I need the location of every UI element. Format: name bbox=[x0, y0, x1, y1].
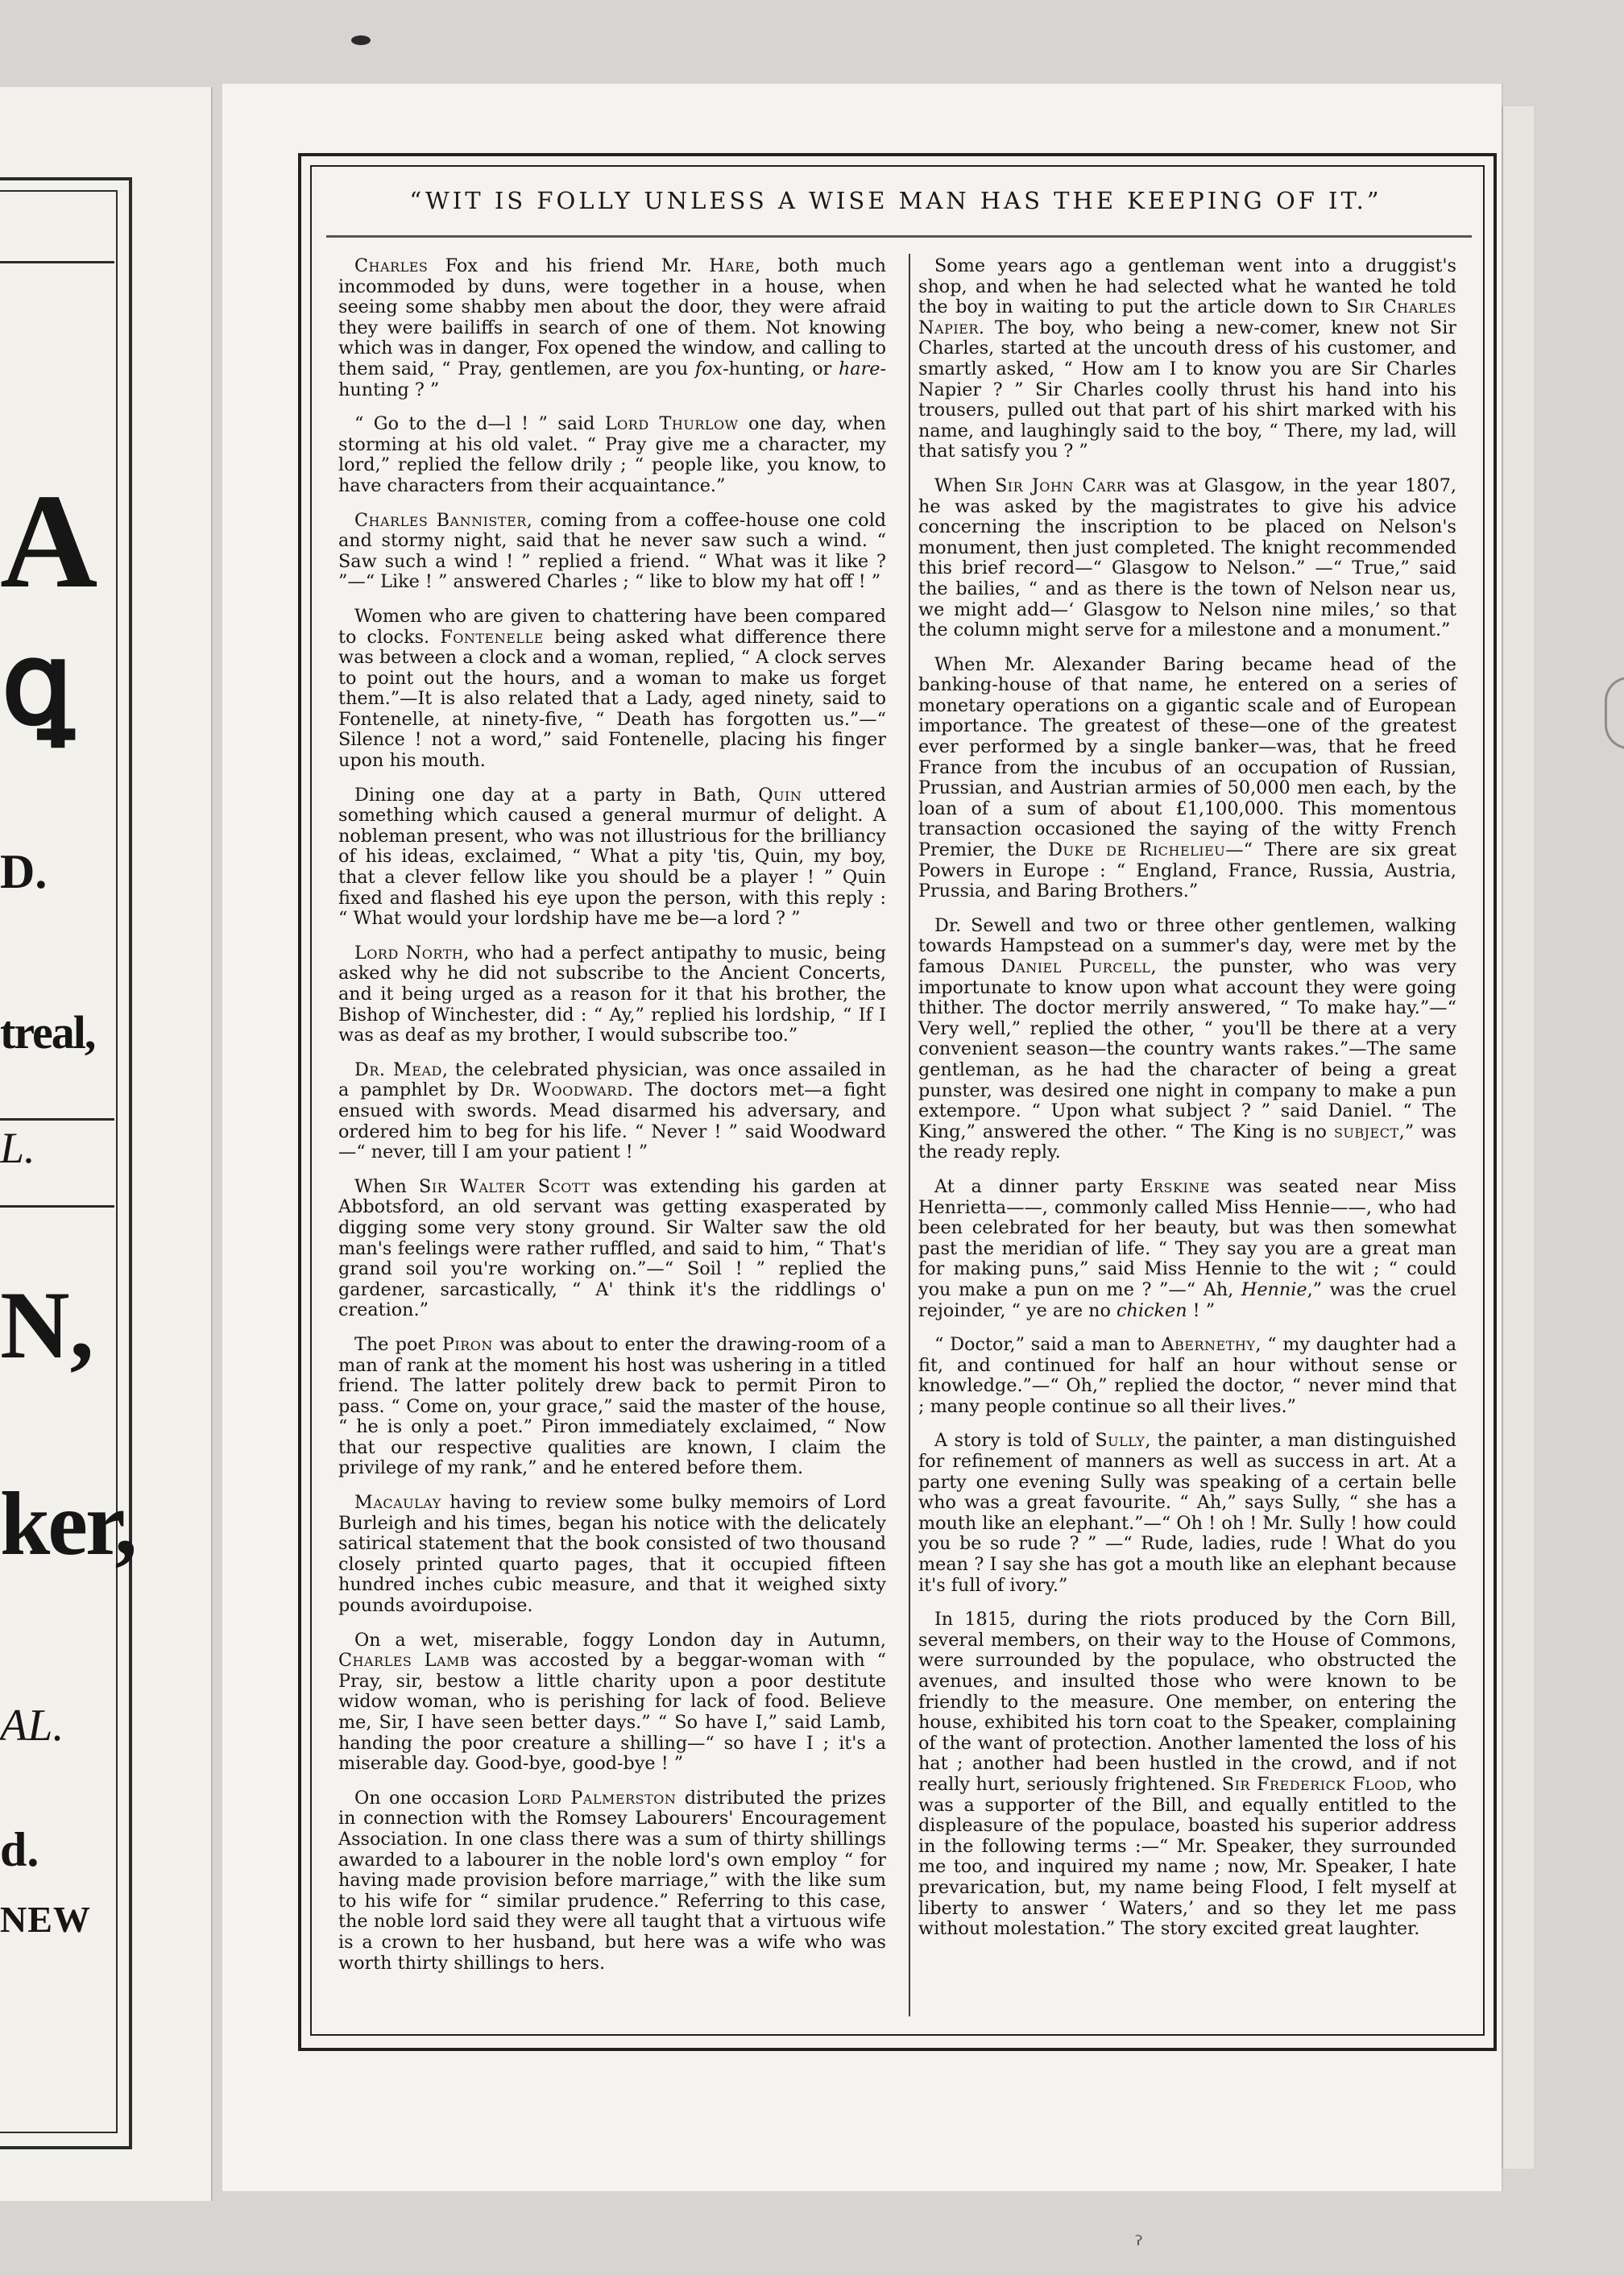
paragraph-text: ,” was the ready reply. bbox=[918, 1121, 1456, 1163]
paragraph-text: , who had a perfect antipathy to music, being asked why he did not subscribe to the Ancient Concerts, and it being urged as a reason for it that his brother, the Bishop of Winchester, did : “ Ay,” replied his lordship, “ If I was as deaf as my brother, I would subscribe too.” bbox=[338, 942, 887, 1046]
scan-artifact: ˀ bbox=[1134, 2231, 1144, 2260]
paragraph-text: —“ There are six great Powers in Europe : “ England, France, Russia, Austria, Prussia, and Baring Brothers.” bbox=[918, 839, 1456, 902]
person-name: Daniel Purcell bbox=[1000, 956, 1151, 977]
paragraph-text: , both much incommoded by duns, were together in a house, when seeing some shabby men about the door, they were afraid they were bailiffs in search of one of them. Not knowing which was in danger, Fox opened the window, and calling to them said, “ Pray, gentlemen, are you bbox=[338, 255, 886, 379]
person-name: Sir Walter Scott bbox=[419, 1175, 590, 1197]
headline-rule bbox=[326, 235, 1472, 238]
person-name: Charles Lamb bbox=[338, 1650, 470, 1672]
paragraph-text: was at Glasgow, in the year 1807, he was asked by the magistrates to give his advice concerning the inscription to be placed on Nelson's monument, then just completed. The knight recommended this brief record—“ Glasgow to Nelson.” —“ True,” said the bailies, “ and as there is the town of Nelson near us, we might add—‘ Glasgow to Nelson nine miles,’ so that the column might serve for a milestone and a monument.” bbox=[918, 474, 1457, 641]
anecdote-paragraph bbox=[338, 785, 886, 930]
paragraph-text: At a dinner party bbox=[934, 1175, 1141, 1197]
person-name: Charles bbox=[354, 255, 429, 276]
person-name: Hare bbox=[709, 255, 755, 276]
emphasis-text: fox bbox=[694, 358, 723, 379]
paragraph-text: , the celebrated physician, was once assailed in a pamphlet by bbox=[338, 1059, 886, 1101]
anecdote-paragraph bbox=[918, 1335, 1456, 1417]
emphasis-text: subject bbox=[1333, 1121, 1399, 1142]
paragraph-text: uttered something which caused a general murmur of delight. A nobleman present, who was not illustrious for the brilliancy of his ideas, exclaimed, “ What a pity 'tis, Quin, my boy, that a clever fellow like you should be a player ! ” Quin fixed and flashed his eye upon the person, with this reply : “ What would your lordship have me be—a lord ? ” bbox=[338, 784, 886, 930]
paragraph-text: When bbox=[354, 1175, 420, 1197]
anecdote-paragraph bbox=[918, 1177, 1456, 1321]
anecdote-paragraph bbox=[918, 256, 1456, 462]
anecdote-paragraph bbox=[918, 476, 1456, 641]
paragraph-text: , coming from a coffee-house one cold and stormy night, said that he never saw such a wind. “ Saw such a wind ! ” replied a friend. “ What was it like ? ”—“ Like ! ” answered Charles ; “ like to blow my hat off ! ” bbox=[338, 509, 886, 593]
anecdote-paragraph bbox=[338, 256, 886, 400]
person-name: Sir John Carr bbox=[995, 474, 1127, 496]
previous-page-rule bbox=[0, 1118, 114, 1121]
anecdote-paragraph bbox=[338, 1631, 886, 1775]
paragraph-text: . The boy, who being a new-comer, knew not Sir Charles, started at the uncouth dress of his customer, and smartly asked, “ How am I to know you are Sir Charles Napier ? ” Sir Charles coolly thrust his hand into his trousers, pulled out that part of his shirt marked with his name, and laughingly said to the boy, “ There, my lad, will that satisfy you ? ” bbox=[918, 317, 1456, 462]
person-name: Sir Frederick Flood bbox=[1221, 1773, 1407, 1795]
paragraph-text: -hunting ? ” bbox=[338, 358, 886, 400]
paragraph-text: , “ my daughter had a fit, and continued for half an hour without sense or knowledge.”—“ Oh,” replied the doctor, “ never mind that ; many people continue so all their lives.” bbox=[918, 1334, 1456, 1417]
paragraph-text: , the painter, a man distinguished for refinement of manners as well as success in art. At a party one evening Sully was speaking of a certain belle who was a great favourite. “ Ah,” says Sully, “ she has a mouth like an elephant.”—“ Oh ! oh ! Mr. Sully ! how could you be so rude ? ” —“ Rude, ladies, rude ! What do you mean ? I say she has got a mouth like an elephant because it's full of ivory.” bbox=[918, 1430, 1456, 1596]
person-name: Piron bbox=[441, 1333, 493, 1355]
previous-page-rule bbox=[0, 1205, 114, 1208]
paragraph-text: When Mr. Alexander Baring became head of the banking-house of that name, he entered on a series of monetary operations on a gigantic scale and of European importance. The greatest of these—one of the greatest ever performed by a single banker—was, that he freed France from the incubus of an occupation of Russian, Prussian, and Austrian armies of 50,000 men each, by the loan of a sum of about £1,100,000. This momentous transaction occasioned the saying of the witty French Premier, the bbox=[918, 653, 1456, 861]
page-headline: “WIT IS FOLLY UNLESS A WISE MAN HAS THE KEEPING OF IT.” bbox=[409, 187, 1382, 214]
paragraph-text: A story is told of bbox=[934, 1430, 1096, 1452]
fragment-text: L. bbox=[0, 1124, 35, 1172]
paragraph-text: Fox and his friend Mr. bbox=[428, 255, 710, 276]
anecdote-paragraph bbox=[918, 916, 1456, 1163]
fragment-text: AL. bbox=[0, 1701, 64, 1751]
previous-page bbox=[0, 87, 213, 2201]
person-name: Sully bbox=[1095, 1430, 1146, 1452]
paragraph-text: , who was a supporter of the Bill, and equally entitled to the displeasure of the populace, boasted his superior address in the following terms :—“ Mr. Speaker, they surrounded me too, and inquired my name ; now, Mr. Speaker, I hate prevarication, but, my name being Flood, I felt myself at liberty to answer ‘ Waters,’ and so they let me pass without molestation.” The story excited great laughter. bbox=[918, 1773, 1456, 1940]
person-name: Lord Palmerston bbox=[517, 1787, 677, 1809]
anecdote-paragraph bbox=[338, 511, 886, 593]
paragraph-text: was about to enter the drawing-room of a man of rank at the moment his host was ushering in a titled friend. The latter politely drew back to permit Piron to pass. “ Come on, your grace,” said the master of the house, “ he is only a poet.” Piron immediately exclaimed, “ Now that our respective qualities are known, I claim the privilege of my rank,” and he entered before them. bbox=[338, 1333, 886, 1479]
paragraph-text: The poet bbox=[354, 1333, 442, 1355]
emphasis-text: Hennie bbox=[1241, 1278, 1307, 1300]
anecdote-paragraph bbox=[918, 655, 1456, 902]
person-name: Charles Bannister bbox=[354, 509, 527, 531]
previous-page-rule bbox=[0, 261, 114, 263]
anecdote-paragraph bbox=[918, 1610, 1456, 1940]
ink-mark bbox=[351, 35, 371, 45]
person-name: Erskine bbox=[1140, 1175, 1210, 1197]
anecdote-paragraph bbox=[338, 414, 886, 496]
paragraph-text: When bbox=[934, 474, 996, 496]
paragraph-text: , the punster, who was very importunate to know upon what account they were going thither. The doctor merrily answered, “ To make hay.”—“ Very well,” replied the other, “ you'll be there at a very convenient season—the country wants rakes.”—The same gentleman, as he had the character of being a great punster, was desired one night in company to make a pun extempore. “ Upon what subject ? ” said Daniel. “ The King,” answered the other. “ The King is no bbox=[918, 956, 1456, 1142]
paragraph-text: ! ” bbox=[1187, 1299, 1216, 1321]
paragraph-text: In 1815, during the riots produced by the Corn Bill, several members, on their way to the House of Commons, were surrounded by the populace, who obstructed the avenues, and insulted those who were known to be friendly to the measure. One member, on entering the house, exhibited his torn coat to the Speaker, complaining of the want of protection. Another lamented the loss of his hat ; another had been hustled in the crowd, and if not really hurt, seriously frightened. bbox=[918, 1609, 1456, 1795]
person-name: Duke de Richelieu bbox=[1048, 839, 1226, 861]
fragment-text: ker, bbox=[0, 1474, 135, 1574]
paragraph-text: . The doctors met—a fight ensued with swords. Mead disarmed his adversary, and ordered him to beg for his life. “ Never ! ” said Woodward—“ never, till I am your patient ! ” bbox=[338, 1079, 886, 1163]
paragraph-text: -hunting, or bbox=[723, 358, 839, 379]
fragment-text: NEW bbox=[0, 1899, 91, 1940]
page-edge bbox=[1502, 106, 1534, 2169]
paragraph-text: “ Doctor,” said a man to bbox=[934, 1334, 1162, 1356]
person-name: Dr. Woodward bbox=[490, 1079, 628, 1101]
paragraph-text: Some years ago a gentleman went into a druggist's shop, and when he had selected what he wanted he told the boy in waiting to put the article down to bbox=[918, 255, 1456, 318]
fragment-text: D. bbox=[0, 845, 48, 898]
paragraph-text: one day, when storming at his old valet. “ Pray give me a character, my lord,” replied the fellow drily ; “ people like, you know, to have characters from their acquaintance.” bbox=[338, 413, 887, 496]
person-name: Dr. Mead bbox=[354, 1059, 442, 1080]
paragraph-text: having to review some bulky memoirs of Lord Burleigh and his times, began his notice with the delicately satirical statement that the book consisted of two thousand closely printed quarto pages, that it occupied fifteen hundred inches cubic measure, and that it weighed sixty pounds avoirdupoise. bbox=[338, 1492, 886, 1617]
paragraph-text: Dr. Sewell and two or three other gentlemen, walking towards Hampstead on a summer's day, were met by the famous bbox=[918, 914, 1456, 977]
anecdote-paragraph bbox=[338, 1493, 886, 1617]
paragraph-text: was accosted by a beggar-woman with “ Pray, sir, bestow a little charity upon a poor destitute widow woman, who is perishing for lack of food. Believe me, Sir, I have seen better days.” “ So have I,” said Lamb, handing the poor creature a shilling—“ so have I ; it's a miserable day. Good-bye, good-bye ! ” bbox=[338, 1650, 886, 1775]
anecdote-paragraph bbox=[338, 1335, 886, 1479]
paragraph-text: ,” was the cruel rejoinder, “ ye are no bbox=[918, 1278, 1456, 1321]
right-column bbox=[918, 256, 1456, 1954]
person-name: Sir Charles Napier bbox=[918, 296, 1456, 338]
paragraph-text: being asked what difference there was between a clock and a woman, replied, “ A clock serves to point out the hours, and a woman to make us forget them.”—It is also related that a Lady, aged ninety, said to Fontenelle, at ninety-five, “ Death has forgotten us.”—“ Silence ! not a word,” said Fontenelle, placing his finger upon his mouth. bbox=[338, 626, 887, 772]
left-column bbox=[338, 256, 886, 1987]
person-name: Fontenelle bbox=[440, 626, 544, 648]
person-name: Lord North bbox=[354, 942, 464, 963]
anecdote-paragraph bbox=[338, 607, 886, 772]
edge-mark bbox=[1605, 677, 1624, 749]
anecdote-paragraph bbox=[338, 1177, 886, 1321]
fragment-ornament: ꝗ bbox=[2, 623, 73, 748]
paragraph-text: Women who are given to chattering have been compared to clocks. bbox=[338, 605, 886, 648]
fragment-text: treal, bbox=[0, 1006, 95, 1059]
person-name: Macaulay bbox=[354, 1492, 441, 1514]
fragment-letter-a: A bbox=[0, 466, 97, 616]
anecdote-paragraph bbox=[338, 1788, 886, 1974]
fragment-text: d. bbox=[0, 1823, 39, 1876]
anecdote-paragraph bbox=[918, 1431, 1456, 1596]
person-name: Lord Thurlow bbox=[604, 413, 739, 435]
paragraph-text: Dining one day at a party in Bath, bbox=[354, 784, 759, 806]
person-name: Quin bbox=[758, 784, 802, 806]
anecdote-paragraph bbox=[338, 1060, 886, 1163]
emphasis-text: hare bbox=[838, 358, 880, 379]
person-name: Abernethy bbox=[1161, 1334, 1256, 1356]
paragraph-text: was extending his garden at Abbotsford, an old servant was getting exasperated by digging some very stony ground. Sir Walter saw the old man's feelings were rather ruffled, and said to him, “ That's grand soil you're working on.”—“ Soil ! ” replied the gardener, sarcastically, “ A' think it's the riddlings o' creation.” bbox=[338, 1175, 886, 1321]
paragraph-text: distributed the prizes in connection with the Romsey Labourers' Encouragement Association. In one class there was a sum of thirty shillings awarded to a labourer in the noble lord's own employ “ for having made provision before marriage,” with the like sum to his wife for “ similar prudence.” Referring to this case, the noble lord said they were all taught that a virtuous wife is a crown to her husband, but here was a wife who was worth thirty shillings to hers. bbox=[338, 1787, 887, 1974]
fragment-text: N, bbox=[0, 1271, 94, 1378]
column-divider bbox=[909, 254, 910, 2016]
paragraph-text: “ Go to the d—l ! ” said bbox=[354, 413, 605, 435]
paragraph-text: was seated near Miss Henrietta——, commonly called Miss Hennie——, who had been celebrated for her beauty, but was then somewhat past the meridian of life. “ They say you are a great man for making puns,” said Miss Hennie to the wit ; “ could you make a pun on me ? ”—“ Ah, bbox=[918, 1175, 1456, 1300]
paragraph-text: On a wet, miserable, foggy London day in Autumn, bbox=[354, 1629, 886, 1651]
emphasis-text: chicken bbox=[1116, 1299, 1187, 1321]
anecdote-paragraph bbox=[338, 943, 886, 1046]
paragraph-text: On one occasion bbox=[354, 1787, 518, 1809]
